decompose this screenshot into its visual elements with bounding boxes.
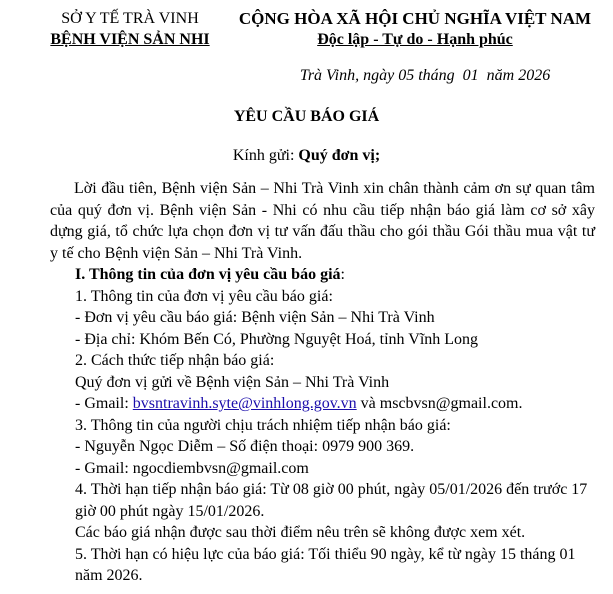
item-3-gmail: - Gmail: ngocdiembvsn@gmail.com <box>75 459 309 477</box>
national-header <box>230 8 600 50</box>
issuer-header <box>30 8 230 50</box>
item-1-address: - Địa chỉ: Khóm Bến Có, Phường Nguyệt Hoá, tỉnh Vĩnh Long <box>75 330 479 348</box>
greeting-recipient: Quý đơn vị; <box>298 147 381 164</box>
greeting-prefix: Kính gửi: <box>232 147 299 164</box>
item-4: 4. Thời hạn tiếp nhận báo giá: Từ 08 giờ 00 phút, ngày 05/01/2026 đến trước 17 giờ 00 phút ngày 15/01/2026. <box>75 481 588 520</box>
document-title: YÊU CẦU BÁO GIÁ <box>233 108 380 125</box>
item-4-note: Các báo giá nhận được sau thời điểm nêu trên sẽ không được xem xét. <box>75 524 526 541</box>
item-2-gmail-prefix: - Gmail: <box>75 395 133 412</box>
item-1-unit: - Đơn vị yêu cầu báo giá: Bệnh viện Sản – Nhi Trà Vinh <box>75 309 435 326</box>
item-3: 3. Thông tin của người chịu trách nhiệm tiếp nhận báo giá: <box>75 416 451 434</box>
section-1-colon: : <box>340 266 345 283</box>
item-5: 5. Thời hạn có hiệu lực của báo giá: Tối thiểu 90 ngày, kể từ ngày 15 tháng 01 năm 2026. <box>75 545 576 584</box>
section-1-heading <box>75 264 595 286</box>
item-2-gmail <box>75 393 595 415</box>
item-2: 2. Cách thức tiếp nhận báo giá: <box>75 352 275 369</box>
greeting <box>0 147 613 165</box>
section-1-heading-text: I. Thông tin của đơn vị yêu cầu báo giá <box>75 266 341 283</box>
item-2-send: Quý đơn vị gửi về Bệnh viện Sản – Nhi Trà Vinh <box>75 373 390 391</box>
item-1: 1. Thông tin của đơn vị yêu cầu báo giá: <box>75 287 333 305</box>
item-2-gmail-suffix: và mscbvsn@gmail.com. <box>356 395 523 412</box>
document-body <box>50 178 595 587</box>
intro-paragraph: Lời đầu tiên, Bệnh viện Sản – Nhi Trà Vinh xin chân thành cảm ơn sự quan tâm của quý đơn vị. Bệnh viện Sản - Nhi có nhu cầu tiếp nhận báo giá làm cơ sở xây dựng giá, tổ chức lựa chọn đơn vị tư vấn đấu thầu cho gói thầu Gói thầu mua vật tư y tế cho Bệnh viện Sản – Nhi Trà Vinh. <box>50 180 595 262</box>
hospital-name: BỆNH VIỆN SẢN NHI <box>50 31 210 48</box>
item-3-person: - Nguyễn Ngọc Diễm – Số điện thoại: 0979 900 369. <box>75 438 415 455</box>
nation-title: CỘNG HÒA XÃ HỘI CHỦ NGHĨA VIỆT NAM <box>238 9 592 28</box>
national-motto: Độc lập - Tự do - Hạnh phúc <box>317 31 513 48</box>
email-link[interactable]: bvsntravinh.syte@vinhlong.gov.vn <box>132 395 357 412</box>
ministry-name: SỞ Y TẾ TRÀ VINH <box>61 10 199 27</box>
document-date: Trà Vinh, ngày 05 tháng 01 năm 2026 <box>299 67 551 84</box>
